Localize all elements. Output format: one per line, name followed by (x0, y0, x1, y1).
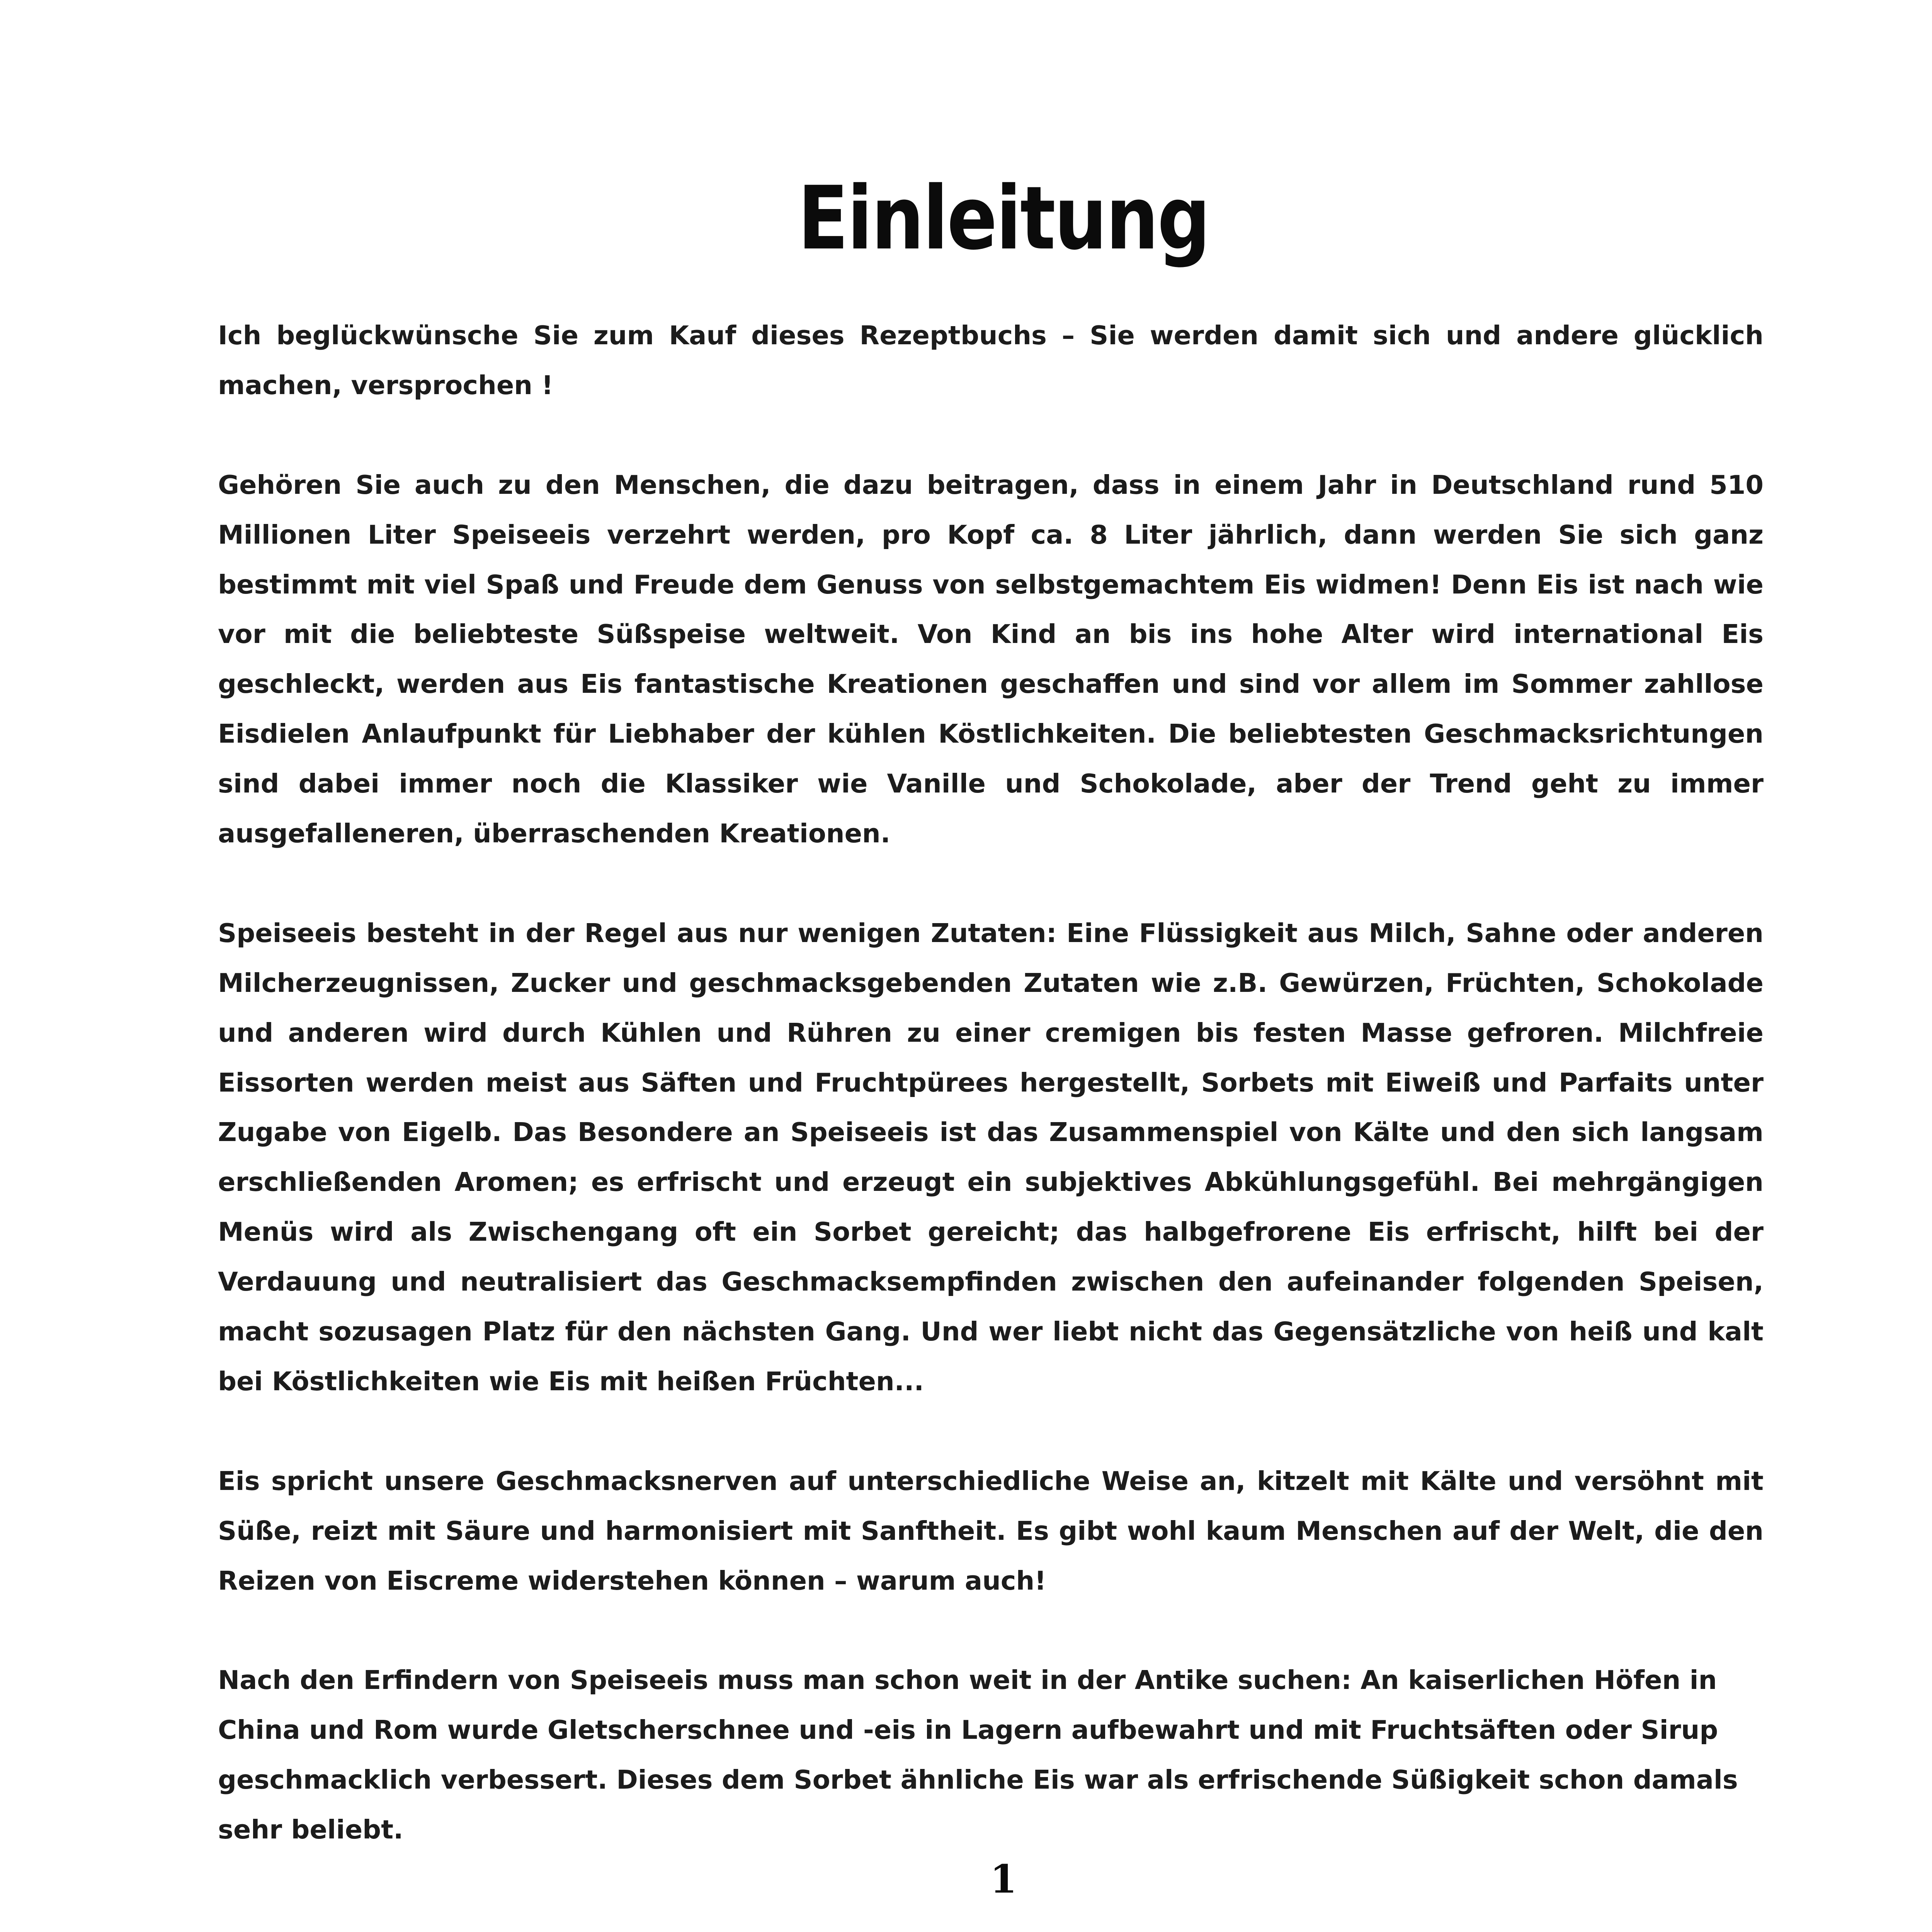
paragraph-taste: Eis spricht unsere Geschmacksnerven auf unterschiedliche Weise an, kitzelt mit Kälte und versöhnt mit Süße, reizt mit Säure und harmonisiert mit Sanftheit. Es gibt wohl kaum Menschen auf der Welt, die den Reizen von Eiscreme widerstehen können – warum auch! (218, 1466, 1764, 1596)
paragraph-ingredients: Speiseeis besteht in der Regel aus nur wenigen Zutaten: Eine Flüssigkeit aus Milch, Sahne oder anderen Milcherzeugnissen, Zucker und geschmacksgebenden Zutaten wie z.B. Gewürzen, Früchten, Schokolade und anderen wird durch Kühlen und Rühren zu einer cremigen bis festen Masse gefroren. Milchfreie Eissorten werden meist aus Säften und Fruchtpürees hergestellt, Sorbets mit Eiweiß und Parfaits unter Zugabe von Eigelb. Das Besondere an Speiseeis ist das Zusammenspiel von Kälte und den sich langsam erschließenden Aromen; es erfrischt und erzeugt ein subjektives Abkühlungsgefühl. Bei mehrgängigen Menüs wird als Zwischengang oft ein Sorbet gereicht; das halbgefrorene Eis erfrischt, hilft bei der Verdauung und neutralisiert das Geschmacksempfinden zwischen den aufeinander folgenden Speisen, macht sozusagen Platz für den nächsten Gang. Und wer liebt nicht das Gegensätzliche von heiß und kalt bei Köstlichkeiten wie Eis mit heißen Früchten... (218, 918, 1764, 1396)
page-title: Einleitung (798, 168, 1209, 270)
paragraph-history: Nach den Erfindern von Speiseeis muss man schon weit in der Antike suchen: An kaiserlichen Höfen in China und Rom wurde Gletscherschnee und -eis in Lagern aufbewahrt und mit Fruchtsäften oder Sirup geschmacklich verbessert. Dieses dem Sorbet ähnliche Eis war als erfrischende Süßigkeit schon damals sehr beliebt. (218, 1665, 1738, 1845)
paragraph-consumption: Gehören Sie auch zu den Menschen, die dazu beitragen, dass in einem Jahr in Deutschland rund 510 Millionen Liter Speiseeis verzehrt werden, pro Kopf ca. 8 Liter jährlich, dann werden Sie sich ganz bestimmt mit viel Spaß und Freude dem Genuss von selbstgemachtem Eis widmen! Denn Eis ist nach wie vor mit die beliebteste Süßspeise weltweit. Von Kind an bis ins hohe Alter wird international Eis geschleckt, werden aus Eis fantastische Kreationen geschaffen und sind vor allem im Sommer zahllose Eisdielen Anlaufpunkt für Liebhaber der kühlen Köstlichkeiten. Die beliebtesten Geschmacksrichtungen sind dabei immer noch die Klassiker wie Vanille und Schokolade, aber der Trend geht zu immer ausgefalleneren, überraschenden Kreationen. (218, 469, 1764, 849)
page-number: 1 (990, 1856, 1017, 1902)
paragraph-intro: Ich beglückwünsche Sie zum Kauf dieses Rezeptbuchs – Sie werden damit sich und andere glücklich machen, versprochen ! (218, 320, 1764, 400)
body-text (218, 311, 1764, 1855)
